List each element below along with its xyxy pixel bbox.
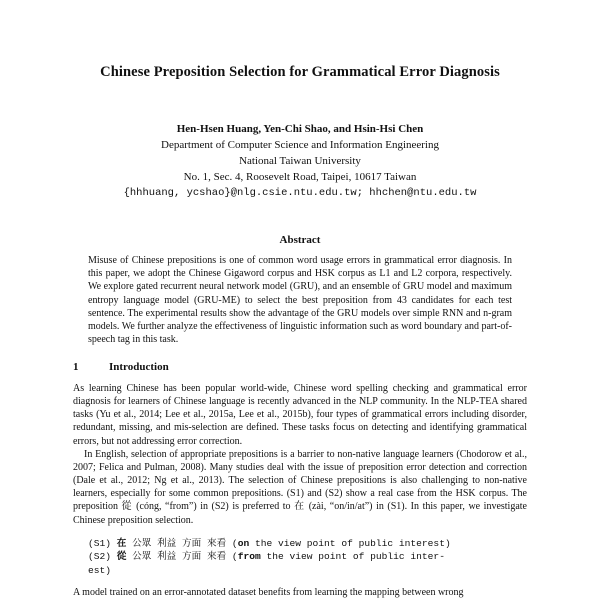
section-title: Introduction xyxy=(109,361,169,373)
example-sentences xyxy=(88,537,528,577)
example-s2-gloss: the view point of public inter- xyxy=(260,551,445,563)
intro-paragraph-1: As learning Chinese has been popular world-wide, Chinese word spelling checking and grammatical error diagnosis for learners of Chinese language is recently advanced in the NLP community. In the NLP-TEA shared tasks (Yu et al., 2014; Lee et al., 2015a, Lee et al., 2015b), four types of grammatical errors including disorder, redundant, missing, and mis-selection are defined. These tasks focus on detecting and identifying grammatical errors, but not addressing error correction. xyxy=(73,383,527,447)
section-body xyxy=(73,382,527,527)
example-s2-continued: est) xyxy=(88,564,112,576)
example-s2 xyxy=(88,550,528,563)
intro-paragraph-2: In English, selection of appropriate prepositions is a barrier to non-native language learners (Chodorow et al., 2007; Felica and Pulman, 2008). Many studies deal with the issue of preposition error detection and correction (Dale et al., 2012; Ng et al., 2013). The selection of Chinese prepositions is also challenging to non-native learners, especially for some common prepositions. (S1) and (S2) show a real case from the HSK corpus. The preposition 從 (cóng, “from”) in (S2) is preferred to 在 (zài, “on/in/at”) in (S1). In this paper, we investigate Chinese preposition selection. xyxy=(73,448,527,526)
abstract-heading: Abstract xyxy=(279,234,321,246)
example-s1 xyxy=(88,537,528,550)
example-s1-preposition: 在 xyxy=(116,538,127,549)
example-s2-label: (S2) xyxy=(88,551,117,563)
section-heading xyxy=(73,361,169,373)
example-s1-words: 公眾 利益 方面 來看 ( xyxy=(126,538,238,549)
affiliation-department: Department of Computer Science and Information Engineering xyxy=(161,139,439,151)
author-block xyxy=(0,121,600,201)
example-s1-label: (S1) xyxy=(88,538,117,549)
example-s2-preposition: 從 xyxy=(116,551,127,563)
continuation-paragraph: A model trained on an error-annotated dataset benefits from learning the mapping between wrong xyxy=(73,587,464,598)
example-s1-gloss: the view point of public interest) xyxy=(249,538,451,549)
abstract-text: Misuse of Chinese prepositions is one of common word usage errors in grammatical error diagnosis. In this paper, we adopt the Chinese Gigaword corpus and HSK corpus as L1 and L2 corpora, respectively. We explore gated recurrent neural network model (GRU), and an ensemble of GRU model and maximum entropy language model (GRU-ME) to select the best preposition from 43 candidates for each test sentence. The experimental results show the advantage of the GRU models over simple RNN and n-gram models. We further analyze the effectiveness of linguistic information such as word boundary and part-of-speech tag in this task. xyxy=(88,255,512,346)
example-s2-words: 公眾 利益 方面 來看 ( xyxy=(126,551,238,563)
affiliation-address: No. 1, Sec. 4, Roosevelt Road, Taipei, 10617 Taiwan xyxy=(183,171,417,183)
author-emails: {hhhuang, ycshao}@nlg.csie.ntu.edu.tw; hhchen@ntu.edu.tw xyxy=(123,187,477,199)
paper-title: Chinese Preposition Selection for Grammatical Error Diagnosis xyxy=(100,64,500,80)
example-s2-gloss-preposition: from xyxy=(237,551,261,563)
section-number: 1 xyxy=(73,361,79,373)
affiliation-university: National Taiwan University xyxy=(239,155,361,167)
author-names: Hen-Hsen Huang, Yen-Chi Shao, and Hsin-Hsi Chen xyxy=(176,123,424,135)
example-s1-gloss-preposition: on xyxy=(237,538,250,549)
